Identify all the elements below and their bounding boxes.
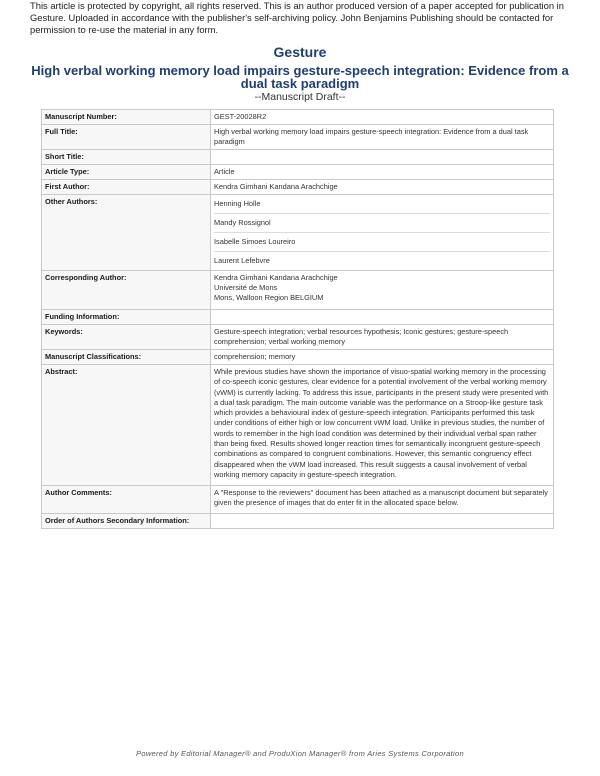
field-label: Article Type: (42, 165, 211, 180)
author-name: Henning Holle (214, 195, 550, 214)
field-label: Order of Authors Secondary Information: (42, 514, 211, 529)
author-name: Laurent Lefebvre (214, 256, 270, 265)
journal-name: Gesture (273, 44, 327, 60)
field-label: Full Title: (42, 125, 211, 150)
field-label: Short Title: (42, 150, 211, 165)
first-author-value: Kendra Gimhani Kandana Arachchige (211, 180, 554, 195)
field-label: Funding Information: (42, 310, 211, 325)
footer-powered-by: Powered by Editorial Manager® and ProduXion Manager® from Aries Systems Corporation (136, 749, 464, 758)
author-name: Isabelle Simoes Loureiro (214, 233, 550, 252)
corresponding-author-value (211, 271, 554, 310)
row-funding (42, 310, 554, 325)
manuscript-number-value: GEST-20028R2 (211, 110, 554, 125)
corresponding-author-location: Mons, Walloon Region BELGIUM (214, 293, 324, 302)
row-article-type (42, 165, 554, 180)
field-label: Abstract: (42, 365, 211, 486)
short-title-value (211, 150, 554, 165)
author-comments-value: A "Response to the reviewers" document has been attached as a manuscript document but separately given the presence of images that do enter fit in the allocated space below. (211, 486, 554, 514)
row-secondary-info (42, 514, 554, 529)
classifications-value: comprehension; memory (211, 350, 554, 365)
field-label: Author Comments: (42, 486, 211, 514)
keywords-value: Gesture-speech integration; verbal resources hypothesis; Iconic gestures; gesture-speech comprehension; verbal working memory (211, 325, 554, 350)
article-type-value: Article (211, 165, 554, 180)
row-short-title (42, 150, 554, 165)
other-authors-value (211, 195, 554, 271)
full-title-value: High verbal working memory load impairs gesture-speech integration: Evidence from a dual task paradigm (211, 125, 554, 150)
field-label: Keywords: (42, 325, 211, 350)
manuscript-metadata-table (41, 109, 554, 529)
field-label: Corresponding Author: (42, 271, 211, 310)
author-name: Mandy Rossignol (214, 214, 550, 233)
manuscript-title: High verbal working memory load impairs gesture-speech integration: Evidence from a dual task paradigm (31, 63, 569, 91)
row-other-authors (42, 195, 554, 271)
row-manuscript-number (42, 110, 554, 125)
row-classifications (42, 350, 554, 365)
field-label: Manuscript Number: (42, 110, 211, 125)
row-corresponding-author (42, 271, 554, 310)
row-first-author (42, 180, 554, 195)
funding-value (211, 310, 554, 325)
row-full-title (42, 125, 554, 150)
corresponding-author-name: Kendra Gimhani Kandana Arachchige (214, 273, 338, 282)
row-author-comments (42, 486, 554, 514)
field-label: Other Authors: (42, 195, 211, 271)
field-label: Manuscript Classifications: (42, 350, 211, 365)
copyright-notice: This article is protected by copyright, all rights reserved. This is an author produced version of a paper accepted for publication in Gesture. Uploaded in accordance with the publisher's self-archiving policy. John Benjamins Publishing should be contacted for permission to re-use the material in any form. (30, 0, 564, 35)
field-label: First Author: (42, 180, 211, 195)
corresponding-author-institution: Université de Mons (214, 283, 278, 292)
abstract-value: While previous studies have shown the importance of visuo-spatial working memory in the processing of co-speech iconic gestures, clear evidence for a potential involvement of the verbal working memory (vWM) is currently lacking. To address this issue, participants in the present study were presented with a dual task paradigm. The main outcome variable was the performance on a Stroop-like gesture task which provides a behavioural index of gesture-speech integration. Participants performed this task under conditions of either high or low concurrent vWM load. Unlike in previous studies, the number of words to remember in the high load condition was determined by their individual verbal span rather than being fixed. Results showed longer reaction times for semantically incongruent gesture-speech combinations as compared to congruent combinations. However, this semantic congruency effect disappeared when the vWM load increased. This result suggests a causal involvement of verbal working memory capacity in gesture-speech integration. (211, 365, 554, 486)
secondary-info-value (211, 514, 554, 529)
row-keywords (42, 325, 554, 350)
manuscript-draft-label: --Manuscript Draft-- (254, 91, 346, 103)
row-abstract (42, 365, 554, 486)
